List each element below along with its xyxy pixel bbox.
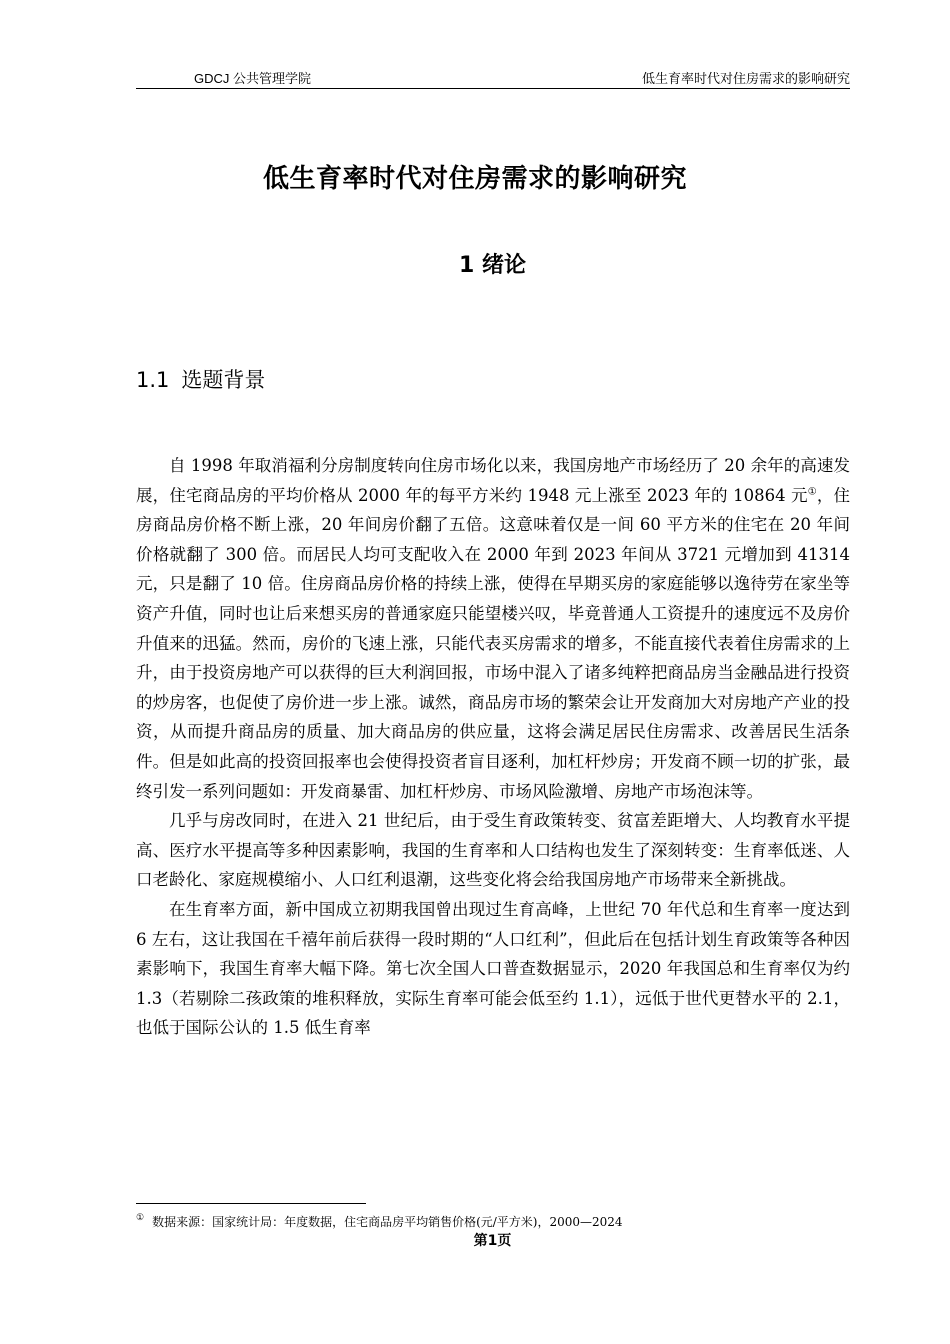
paragraph-3: 在生育率方面，新中国成立初期我国曾出现过生育高峰，上世纪 70 年代总和生育率一度达到 6 左右，这让我国在千禧年前后获得一段时期的“人口红利”，但此后在包括计划生育政策等各种因素影响下，我国生育率大幅下降。第七次全国人口普查数据显示，2020 年我国总和生育率仅为约 1.3（若剔除二孩政策的堆积释放，实际生育率可能会低至约 1.1），远低于世代更替水平的 2.1，也低于国际公认的 1.5 低生育率	[136, 899, 850, 1038]
page-header	[136, 64, 850, 89]
section-title: 选题背景	[181, 368, 266, 392]
section-heading	[136, 364, 265, 394]
header-institution: GDCJ 公共管理学院	[194, 71, 312, 86]
body-text	[136, 451, 850, 1043]
header-running-title: 低生育率时代对住房需求的影响研究	[641, 71, 850, 86]
section-number: 1.1	[136, 368, 170, 392]
paragraph-1-part-b: ，住房商品房价格不断上涨，20 年间房价翻了五倍。这意味着仅是一间 60 平方米的住宅在 20 年间价格就翻了 300 倍。而居民人均可支配收入在 2000 年到 2023 年间从 3721 元增加到 41314 元，只是翻了 10 倍。住房商品房价格的持续上涨，使得在早期买房的家庭能够以逸待劳在家坐等资产升值，同时也让后来想买房的普通家庭只能望楼兴叹，毕竟普通人工资提升的速度远不及房价升值来的迅猛。然而，房价的飞速上涨，只能代表买房需求的增多，不能直接代表着住房需求的上升，由于投资房地产可以获得的巨大利润回报，市场中混入了诸多纯粹把商品房当金融品进行投资的炒房客，也促使了房价进一步上涨。诚然，商品房市场的繁荣会让开发商加大对房地产产业的投资，从而提升商品房的质量、加大商品房的供应量，这将会满足居民住房需求、改善居民生活条件。但是如此高的投资回报率也会使得投资者盲目逐利，加杠杆炒房；开发商不顾一切的扩张，最终引发一系列问题如：开发商暴雷、加杠杆炒房、市场风险激增、房地产市场泡沫等。	[136, 485, 851, 801]
paragraph-1-part-a: 自 1998 年取消福利分房制度转向住房市场化以来，我国房地产市场经历了 20 余年的高速发展，住宅商品房的平均价格从 2000 年的每平方米约 1948 元上涨至 2023 年的 10864 元	[136, 456, 850, 505]
document-title: 低生育率时代对住房需求的影响研究	[262, 164, 687, 194]
footnote-reference[interactable]: ①	[807, 486, 817, 498]
footnote-separator	[136, 1203, 366, 1204]
page-number: 第1页	[473, 1233, 512, 1249]
chapter-heading: 1 绪论	[459, 253, 526, 278]
footnote-text: 数据来源：国家统计局：年度数据，住宅商品房平均销售价格(元/平方米)，2000—2024	[152, 1215, 623, 1229]
footnote-mark: ①	[136, 1213, 145, 1223]
paragraph-2: 几乎与房改同时，在进入 21 世纪后，由于受生育政策转变、贫富差距增大、人均教育水平提高、医疗水平提高等多种因素影响，我国的生育率和人口结构也发生了深刻转变：生育率低迷、人口老龄化、家庭规模缩小、人口红利退潮，这些变化将会给我国房地产市场带来全新挑战。	[136, 811, 850, 890]
footnote	[136, 1213, 623, 1230]
paragraph-1	[136, 451, 850, 806]
